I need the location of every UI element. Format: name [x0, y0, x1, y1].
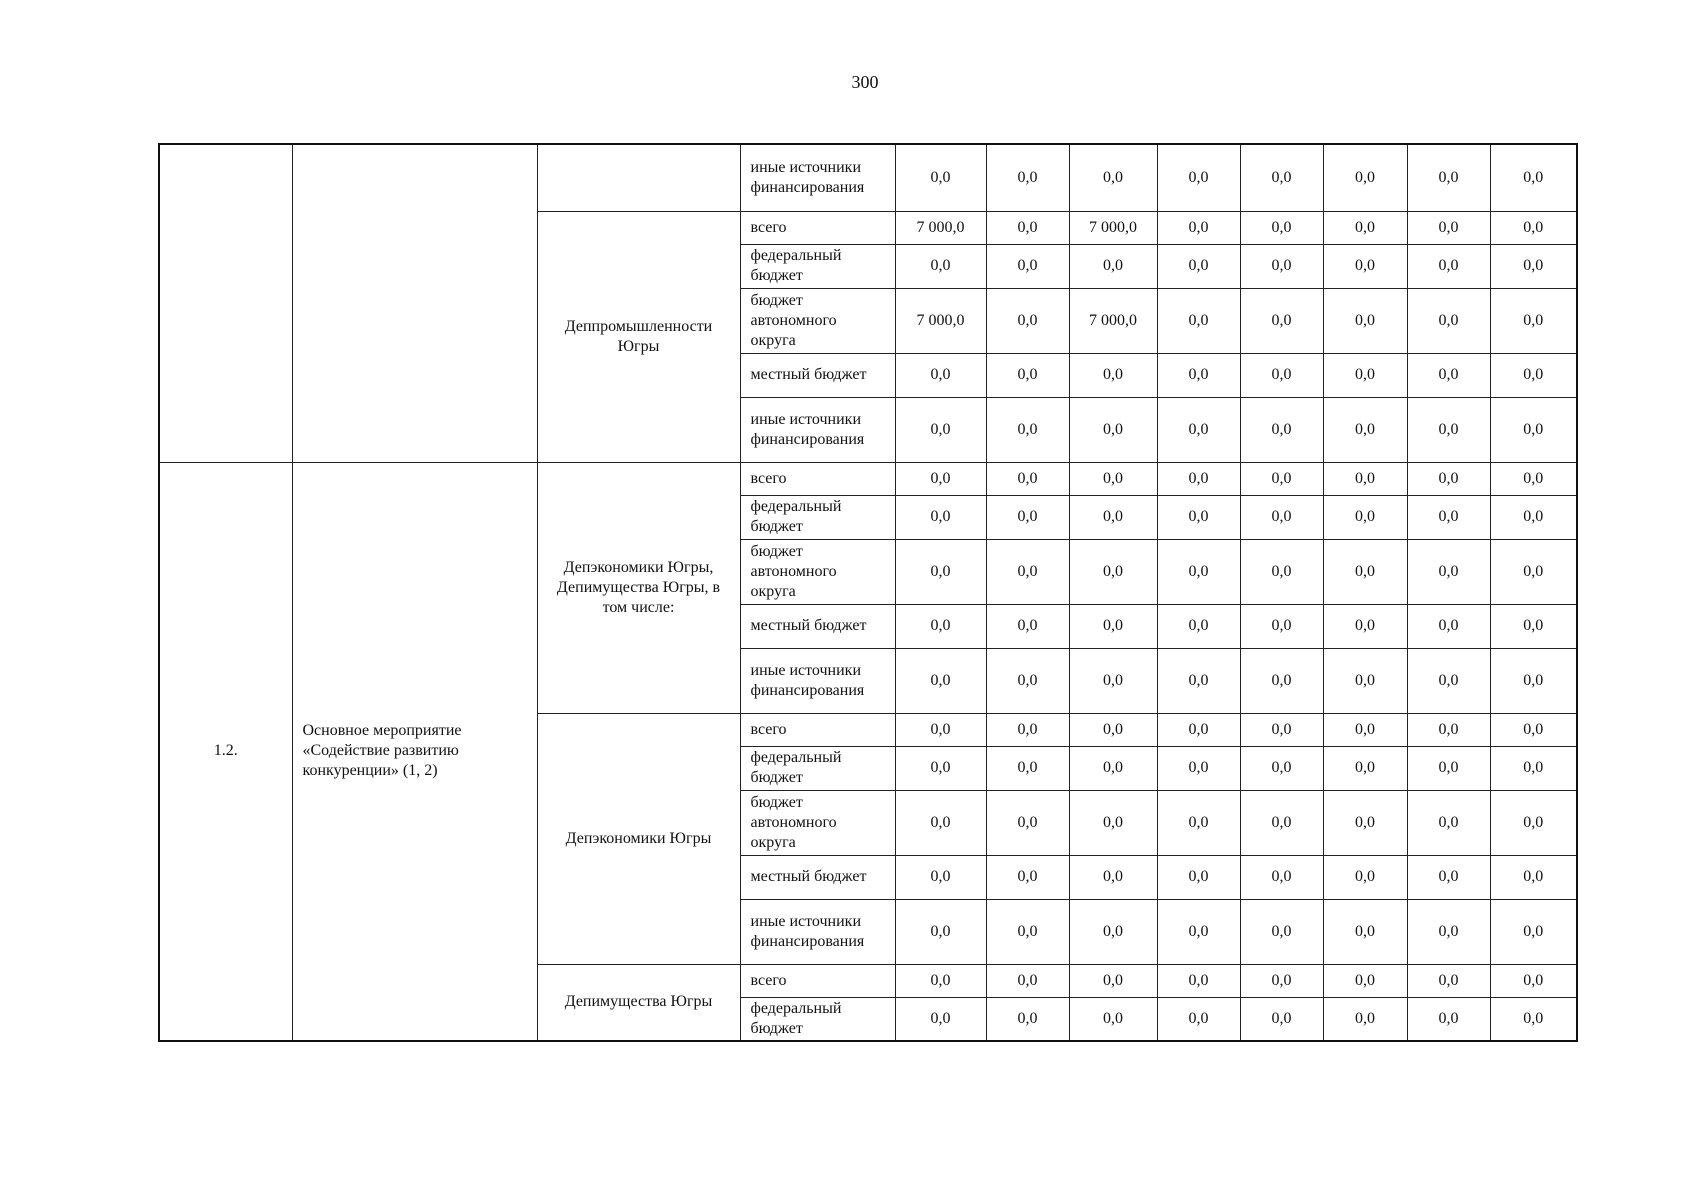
value-cell: 0,0 — [895, 855, 986, 899]
value-cell: 0,0 — [1407, 855, 1490, 899]
value-cell: 0,0 — [1490, 899, 1577, 964]
value-cell: 0,0 — [986, 244, 1069, 288]
source-cell: бюджет автономного округа — [740, 288, 895, 353]
value-cell: 0,0 — [1323, 495, 1407, 539]
source-cell: федеральный бюджет — [740, 997, 895, 1041]
value-cell: 0,0 — [1157, 899, 1240, 964]
value-cell: 0,0 — [1069, 713, 1157, 746]
value-cell: 0,0 — [986, 899, 1069, 964]
value-cell: 0,0 — [1323, 244, 1407, 288]
value-cell: 0,0 — [1157, 495, 1240, 539]
source-cell: иные источники финансирования — [740, 648, 895, 713]
value-cell: 0,0 — [1323, 713, 1407, 746]
value-cell: 0,0 — [1407, 964, 1490, 997]
value-cell: 0,0 — [1490, 964, 1577, 997]
value-cell: 0,0 — [1157, 855, 1240, 899]
value-cell: 0,0 — [1240, 539, 1323, 604]
value-cell: 0,0 — [1323, 790, 1407, 855]
source-cell: всего — [740, 211, 895, 244]
value-cell: 0,0 — [986, 997, 1069, 1041]
value-cell: 0,0 — [1157, 462, 1240, 495]
value-cell: 0,0 — [1069, 462, 1157, 495]
value-cell: 7 000,0 — [1069, 211, 1157, 244]
value-cell: 0,0 — [1157, 539, 1240, 604]
value-cell: 0,0 — [1240, 964, 1323, 997]
value-cell: 0,0 — [986, 495, 1069, 539]
value-cell: 0,0 — [895, 964, 986, 997]
page-number: 300 — [851, 72, 879, 92]
value-cell: 0,0 — [1069, 964, 1157, 997]
value-cell: 0,0 — [1240, 144, 1323, 211]
value-cell: 0,0 — [1407, 604, 1490, 648]
value-cell: 0,0 — [1407, 713, 1490, 746]
value-cell: 0,0 — [1323, 211, 1407, 244]
value-cell: 0,0 — [1157, 211, 1240, 244]
value-cell: 7 000,0 — [895, 288, 986, 353]
source-cell: всего — [740, 964, 895, 997]
value-cell: 0,0 — [1240, 899, 1323, 964]
value-cell: 0,0 — [1323, 604, 1407, 648]
value-cell: 0,0 — [1490, 855, 1577, 899]
value-cell: 0,0 — [1240, 495, 1323, 539]
value-cell: 0,0 — [1323, 964, 1407, 997]
value-cell: 0,0 — [1323, 997, 1407, 1041]
value-cell: 0,0 — [1407, 495, 1490, 539]
value-cell: 0,0 — [1157, 144, 1240, 211]
source-cell: иные источники финансирования — [740, 144, 895, 211]
value-cell: 0,0 — [1407, 790, 1490, 855]
value-cell: 0,0 — [1157, 397, 1240, 462]
value-cell: 0,0 — [1490, 997, 1577, 1041]
value-cell: 0,0 — [986, 790, 1069, 855]
value-cell: 0,0 — [1069, 648, 1157, 713]
table-row — [159, 462, 1577, 495]
source-cell: всего — [740, 713, 895, 746]
value-cell: 0,0 — [986, 462, 1069, 495]
source-cell: иные источники финансирования — [740, 397, 895, 462]
value-cell: 0,0 — [1407, 397, 1490, 462]
value-cell: 0,0 — [986, 746, 1069, 790]
value-cell: 0,0 — [986, 648, 1069, 713]
value-cell: 0,0 — [1240, 397, 1323, 462]
value-cell: 0,0 — [895, 648, 986, 713]
value-cell: 0,0 — [1069, 539, 1157, 604]
value-cell: 0,0 — [1069, 855, 1157, 899]
code-cell-empty — [159, 144, 292, 462]
value-cell: 0,0 — [986, 353, 1069, 397]
executor-cell: Депимущества Югры — [537, 964, 740, 1041]
value-cell: 0,0 — [895, 495, 986, 539]
value-cell: 0,0 — [1240, 855, 1323, 899]
value-cell: 7 000,0 — [895, 211, 986, 244]
financing-table — [158, 143, 1578, 1042]
value-cell: 0,0 — [1069, 397, 1157, 462]
value-cell: 0,0 — [1157, 288, 1240, 353]
source-cell: бюджет автономного округа — [740, 790, 895, 855]
value-cell: 0,0 — [1157, 604, 1240, 648]
value-cell: 0,0 — [895, 244, 986, 288]
value-cell: 0,0 — [986, 855, 1069, 899]
value-cell: 0,0 — [895, 397, 986, 462]
value-cell: 0,0 — [1407, 462, 1490, 495]
value-cell: 0,0 — [1407, 144, 1490, 211]
value-cell: 0,0 — [895, 353, 986, 397]
value-cell: 0,0 — [1069, 353, 1157, 397]
executor-cell: Депэкономики Югры, Депимущества Югры, в том числе: — [537, 462, 740, 713]
value-cell: 0,0 — [895, 713, 986, 746]
value-cell: 0,0 — [986, 288, 1069, 353]
value-cell: 0,0 — [1157, 713, 1240, 746]
source-cell: федеральный бюджет — [740, 495, 895, 539]
value-cell: 0,0 — [1490, 604, 1577, 648]
value-cell: 7 000,0 — [1069, 288, 1157, 353]
value-cell: 0,0 — [895, 899, 986, 964]
value-cell: 0,0 — [1323, 648, 1407, 713]
value-cell: 0,0 — [1069, 604, 1157, 648]
value-cell: 0,0 — [1240, 713, 1323, 746]
value-cell: 0,0 — [1323, 539, 1407, 604]
value-cell: 0,0 — [1323, 397, 1407, 462]
value-cell: 0,0 — [1157, 997, 1240, 1041]
value-cell: 0,0 — [1240, 244, 1323, 288]
value-cell: 0,0 — [1407, 244, 1490, 288]
value-cell: 0,0 — [1069, 746, 1157, 790]
value-cell: 0,0 — [1490, 353, 1577, 397]
source-cell: федеральный бюджет — [740, 244, 895, 288]
value-cell: 0,0 — [1490, 288, 1577, 353]
source-cell: местный бюджет — [740, 353, 895, 397]
value-cell: 0,0 — [1157, 244, 1240, 288]
value-cell: 0,0 — [1490, 648, 1577, 713]
value-cell: 0,0 — [1407, 899, 1490, 964]
table-body — [159, 144, 1577, 1041]
value-cell: 0,0 — [1240, 211, 1323, 244]
value-cell: 0,0 — [986, 604, 1069, 648]
value-cell: 0,0 — [1407, 648, 1490, 713]
value-cell: 0,0 — [1407, 211, 1490, 244]
source-cell: бюджет автономного округа — [740, 539, 895, 604]
value-cell: 0,0 — [986, 964, 1069, 997]
value-cell: 0,0 — [986, 397, 1069, 462]
source-cell: местный бюджет — [740, 604, 895, 648]
value-cell: 0,0 — [1157, 964, 1240, 997]
value-cell: 0,0 — [895, 997, 986, 1041]
value-cell: 0,0 — [895, 790, 986, 855]
value-cell: 0,0 — [986, 713, 1069, 746]
value-cell: 0,0 — [1240, 353, 1323, 397]
value-cell: 0,0 — [1490, 244, 1577, 288]
value-cell: 0,0 — [1407, 539, 1490, 604]
value-cell: 0,0 — [1157, 746, 1240, 790]
value-cell: 0,0 — [1069, 495, 1157, 539]
source-cell: местный бюджет — [740, 855, 895, 899]
value-cell: 0,0 — [1240, 648, 1323, 713]
value-cell: 0,0 — [1157, 648, 1240, 713]
value-cell: 0,0 — [1069, 244, 1157, 288]
value-cell: 0,0 — [1323, 899, 1407, 964]
value-cell: 0,0 — [1323, 462, 1407, 495]
value-cell: 0,0 — [1490, 790, 1577, 855]
value-cell: 0,0 — [1407, 746, 1490, 790]
value-cell: 0,0 — [1240, 604, 1323, 648]
value-cell: 0,0 — [1490, 397, 1577, 462]
value-cell: 0,0 — [895, 604, 986, 648]
value-cell: 0,0 — [1240, 288, 1323, 353]
value-cell: 0,0 — [986, 211, 1069, 244]
executor-cell-empty — [537, 144, 740, 211]
value-cell: 0,0 — [1490, 539, 1577, 604]
value-cell: 0,0 — [1407, 288, 1490, 353]
source-cell: всего — [740, 462, 895, 495]
value-cell: 0,0 — [1323, 144, 1407, 211]
value-cell: 0,0 — [895, 539, 986, 604]
source-cell: иные источники финансирования — [740, 899, 895, 964]
value-cell: 0,0 — [986, 144, 1069, 211]
value-cell: 0,0 — [1323, 746, 1407, 790]
value-cell: 0,0 — [895, 462, 986, 495]
value-cell: 0,0 — [895, 144, 986, 211]
value-cell: 0,0 — [1157, 790, 1240, 855]
executor-cell: Депэкономики Югры — [537, 713, 740, 964]
measure-code: 1.2. — [159, 462, 292, 1041]
value-cell: 0,0 — [1323, 855, 1407, 899]
value-cell: 0,0 — [1490, 462, 1577, 495]
value-cell: 0,0 — [1490, 746, 1577, 790]
source-cell: федеральный бюджет — [740, 746, 895, 790]
value-cell: 0,0 — [1240, 997, 1323, 1041]
value-cell: 0,0 — [1407, 353, 1490, 397]
measure-name: Основное мероприятие «Содействие развитию конкуренции» (1, 2) — [292, 462, 537, 1041]
value-cell: 0,0 — [1069, 997, 1157, 1041]
value-cell: 0,0 — [1407, 997, 1490, 1041]
value-cell: 0,0 — [1240, 462, 1323, 495]
value-cell: 0,0 — [1323, 353, 1407, 397]
value-cell: 0,0 — [1490, 144, 1577, 211]
value-cell: 0,0 — [1240, 790, 1323, 855]
name-cell-empty — [292, 144, 537, 462]
value-cell: 0,0 — [895, 746, 986, 790]
table-row — [159, 144, 1577, 211]
executor-cell: Деппромышленности Югры — [537, 211, 740, 462]
value-cell: 0,0 — [1157, 353, 1240, 397]
value-cell: 0,0 — [986, 539, 1069, 604]
value-cell: 0,0 — [1069, 899, 1157, 964]
value-cell: 0,0 — [1069, 790, 1157, 855]
value-cell: 0,0 — [1490, 211, 1577, 244]
value-cell: 0,0 — [1323, 288, 1407, 353]
value-cell: 0,0 — [1490, 713, 1577, 746]
value-cell: 0,0 — [1069, 144, 1157, 211]
value-cell: 0,0 — [1240, 746, 1323, 790]
value-cell: 0,0 — [1490, 495, 1577, 539]
